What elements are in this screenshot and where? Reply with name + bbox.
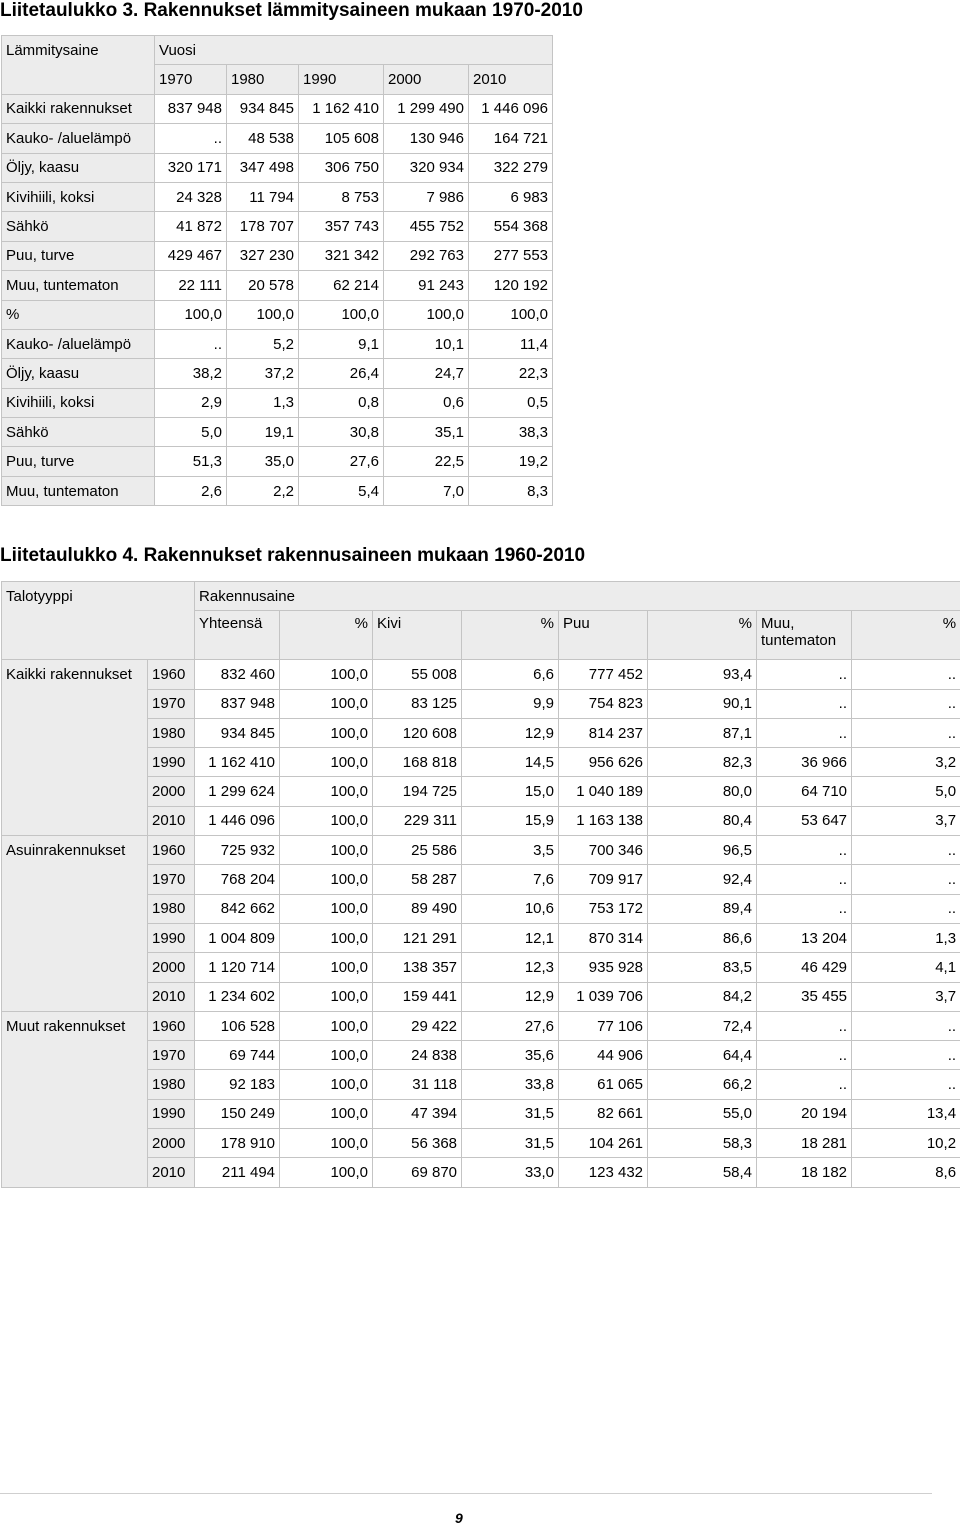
row-label: Sähkö	[2, 418, 155, 447]
year-cell: 2010	[148, 1158, 195, 1187]
value-cell: 100,0	[280, 806, 373, 835]
table-row	[2, 124, 553, 153]
value-cell: 100,0	[280, 836, 373, 865]
value-cell: 18 281	[757, 1129, 852, 1158]
value-cell: ..	[757, 865, 852, 894]
value-cell: 150 249	[195, 1099, 280, 1128]
year-header: 2000	[384, 65, 469, 94]
value-cell: 38,2	[155, 359, 227, 388]
value-cell: 46 429	[757, 953, 852, 982]
value-cell: 120 192	[469, 271, 553, 300]
value-cell: 837 948	[155, 94, 227, 123]
row-label: Öljy, kaasu	[2, 359, 155, 388]
value-cell: ..	[757, 718, 852, 747]
value-cell: 30,8	[299, 418, 384, 447]
value-cell: 104 261	[559, 1129, 648, 1158]
value-cell: 35,1	[384, 418, 469, 447]
value-cell: 100,0	[280, 923, 373, 952]
value-cell: 26,4	[299, 359, 384, 388]
value-cell: 83,5	[648, 953, 757, 982]
value-cell: 13,4	[852, 1099, 960, 1128]
year-cell: 2000	[148, 777, 195, 806]
value-cell: 159 441	[373, 982, 462, 1011]
value-cell: 12,9	[462, 718, 559, 747]
value-cell: ..	[852, 718, 960, 747]
value-cell: 1 120 714	[195, 953, 280, 982]
value-cell: 455 752	[384, 212, 469, 241]
value-cell: 90,1	[648, 689, 757, 718]
row-label: Öljy, kaasu	[2, 153, 155, 182]
value-cell: 89 490	[373, 894, 462, 923]
value-cell: ..	[852, 1011, 960, 1040]
value-cell: 100,0	[280, 1011, 373, 1040]
value-cell: 6,6	[462, 660, 559, 689]
value-cell: 9,1	[299, 329, 384, 358]
value-cell: 20 194	[757, 1099, 852, 1128]
subheader-percent: %	[280, 611, 373, 660]
year-cell: 1960	[148, 660, 195, 689]
value-cell: 35,6	[462, 1041, 559, 1070]
value-cell: ..	[852, 894, 960, 923]
value-cell: 123 432	[559, 1158, 648, 1187]
subheader-percent: %	[852, 611, 960, 660]
table-row	[2, 94, 553, 123]
value-cell: 11,4	[469, 329, 553, 358]
value-cell: 1,3	[852, 923, 960, 952]
value-cell: 5,2	[227, 329, 299, 358]
year-cell: 1980	[148, 1070, 195, 1099]
value-cell: 25 586	[373, 836, 462, 865]
value-cell: 5,0	[155, 418, 227, 447]
value-cell: 53 647	[757, 806, 852, 835]
value-cell: 48 538	[227, 124, 299, 153]
year-cell: 1980	[148, 894, 195, 923]
value-cell: 320 934	[384, 153, 469, 182]
year-cell: 2010	[148, 982, 195, 1011]
value-cell: 100,0	[280, 982, 373, 1011]
value-cell: 777 452	[559, 660, 648, 689]
table-row	[2, 447, 553, 476]
value-cell: 357 743	[299, 212, 384, 241]
value-cell: 164 721	[469, 124, 553, 153]
footer-divider	[0, 1493, 932, 1494]
table4-title: Liitetaulukko 4. Rakennukset rakennusaineen mukaan 1960-2010	[0, 545, 586, 566]
year-cell: 1970	[148, 1041, 195, 1070]
value-cell: 44 906	[559, 1041, 648, 1070]
value-cell: 5,0	[852, 777, 960, 806]
value-cell: 10,1	[384, 329, 469, 358]
value-cell: 35,0	[227, 447, 299, 476]
table-row	[2, 271, 553, 300]
value-cell: 2,2	[227, 476, 299, 505]
value-cell: 100,0	[280, 1158, 373, 1187]
page-number: 9	[455, 1510, 463, 1526]
value-cell: 58,3	[648, 1129, 757, 1158]
row-label: Muu, tuntematon	[2, 271, 155, 300]
value-cell: 1 040 189	[559, 777, 648, 806]
subheader-percent: %	[648, 611, 757, 660]
value-cell: 22,3	[469, 359, 553, 388]
value-cell: 168 818	[373, 748, 462, 777]
value-cell: 92 183	[195, 1070, 280, 1099]
value-cell: ..	[757, 1011, 852, 1040]
value-cell: 120 608	[373, 718, 462, 747]
value-cell: 178 910	[195, 1129, 280, 1158]
value-cell: 61 065	[559, 1070, 648, 1099]
value-cell: 27,6	[299, 447, 384, 476]
row-label: Kauko- /aluelämpö	[2, 124, 155, 153]
col-header-lammitysaine: Lämmitysaine	[2, 36, 155, 95]
value-cell: 1,3	[227, 388, 299, 417]
value-cell: 194 725	[373, 777, 462, 806]
value-cell: 24 838	[373, 1041, 462, 1070]
value-cell: 35 455	[757, 982, 852, 1011]
table-row	[2, 476, 553, 505]
value-cell: 2,9	[155, 388, 227, 417]
value-cell: 83 125	[373, 689, 462, 718]
group-header-rakennusaine: Rakennusaine	[195, 582, 960, 611]
value-cell: 20 578	[227, 271, 299, 300]
value-cell: 6 983	[469, 182, 553, 211]
value-cell: 9,9	[462, 689, 559, 718]
value-cell: 96,5	[648, 836, 757, 865]
value-cell: 92,4	[648, 865, 757, 894]
value-cell: 100,0	[280, 660, 373, 689]
value-cell: 100,0	[280, 865, 373, 894]
value-cell: 12,3	[462, 953, 559, 982]
value-cell: 55,0	[648, 1099, 757, 1128]
value-cell: 82,3	[648, 748, 757, 777]
row-label: Puu, turve	[2, 447, 155, 476]
value-cell: 934 845	[227, 94, 299, 123]
value-cell: 7 986	[384, 182, 469, 211]
group-label: Muut rakennukset	[2, 1011, 148, 1187]
value-cell: 100,0	[280, 1041, 373, 1070]
row-label: Kaikki rakennukset	[2, 94, 155, 123]
value-cell: 956 626	[559, 748, 648, 777]
value-cell: 292 763	[384, 241, 469, 270]
value-cell: 64 710	[757, 777, 852, 806]
table-row	[2, 1011, 960, 1040]
value-cell: 29 422	[373, 1011, 462, 1040]
value-cell: 31 118	[373, 1070, 462, 1099]
value-cell: 429 467	[155, 241, 227, 270]
row-label: Sähkö	[2, 212, 155, 241]
value-cell: 100,0	[155, 300, 227, 329]
value-cell: 3,2	[852, 748, 960, 777]
value-cell: 138 357	[373, 953, 462, 982]
row-label: Kivihiili, koksi	[2, 182, 155, 211]
year-cell: 1990	[148, 923, 195, 952]
subheader-material: Yhteensä	[195, 611, 280, 660]
value-cell: 47 394	[373, 1099, 462, 1128]
table4	[1, 581, 960, 1188]
value-cell: 82 661	[559, 1099, 648, 1128]
year-cell: 1980	[148, 718, 195, 747]
value-cell: 130 946	[384, 124, 469, 153]
row-label: Kivihiili, koksi	[2, 388, 155, 417]
value-cell: 1 162 410	[195, 748, 280, 777]
value-cell: 10,6	[462, 894, 559, 923]
value-cell: 211 494	[195, 1158, 280, 1187]
row-label: %	[2, 300, 155, 329]
value-cell: ..	[852, 836, 960, 865]
year-cell: 2000	[148, 1129, 195, 1158]
value-cell: 100,0	[280, 748, 373, 777]
value-cell: 38,3	[469, 418, 553, 447]
value-cell: 1 446 096	[469, 94, 553, 123]
value-cell: 100,0	[280, 689, 373, 718]
value-cell: 100,0	[280, 1099, 373, 1128]
value-cell: 306 750	[299, 153, 384, 182]
year-cell: 1990	[148, 748, 195, 777]
table-row	[2, 359, 553, 388]
value-cell: 89,4	[648, 894, 757, 923]
value-cell: 86,6	[648, 923, 757, 952]
subheader-percent: %	[462, 611, 559, 660]
value-cell: 105 608	[299, 124, 384, 153]
col-header-talotyyppi: Talotyyppi	[2, 582, 195, 660]
value-cell: 8,6	[852, 1158, 960, 1187]
value-cell: 33,0	[462, 1158, 559, 1187]
value-cell: 58 287	[373, 865, 462, 894]
value-cell: 1 162 410	[299, 94, 384, 123]
value-cell: 2,6	[155, 476, 227, 505]
subheader-material: Muu, tuntematon	[757, 611, 852, 660]
value-cell: 14,5	[462, 748, 559, 777]
value-cell: 22,5	[384, 447, 469, 476]
value-cell: 106 528	[195, 1011, 280, 1040]
value-cell: 100,0	[280, 1070, 373, 1099]
value-cell: 121 291	[373, 923, 462, 952]
value-cell: 725 932	[195, 836, 280, 865]
value-cell: 100,0	[469, 300, 553, 329]
value-cell: ..	[852, 865, 960, 894]
value-cell: 66,2	[648, 1070, 757, 1099]
value-cell: 321 342	[299, 241, 384, 270]
value-cell: 41 872	[155, 212, 227, 241]
value-cell: 69 744	[195, 1041, 280, 1070]
value-cell: ..	[757, 1041, 852, 1070]
table3	[1, 35, 553, 506]
table-row	[2, 388, 553, 417]
year-cell: 2010	[148, 806, 195, 835]
value-cell: 87,1	[648, 718, 757, 747]
value-cell: 0,5	[469, 388, 553, 417]
group-label: Asuinrakennukset	[2, 836, 148, 1012]
table-row	[2, 329, 553, 358]
value-cell: 27,6	[462, 1011, 559, 1040]
value-cell: 100,0	[227, 300, 299, 329]
value-cell: ..	[757, 894, 852, 923]
value-cell: ..	[852, 689, 960, 718]
value-cell: 1 299 490	[384, 94, 469, 123]
row-label: Kauko- /aluelämpö	[2, 329, 155, 358]
year-header: 1970	[155, 65, 227, 94]
value-cell: 178 707	[227, 212, 299, 241]
table-row	[2, 153, 553, 182]
value-cell: 1 446 096	[195, 806, 280, 835]
value-cell: 320 171	[155, 153, 227, 182]
value-cell: 0,8	[299, 388, 384, 417]
value-cell: 84,2	[648, 982, 757, 1011]
value-cell: 100,0	[280, 777, 373, 806]
value-cell: 229 311	[373, 806, 462, 835]
subheader-material: Kivi	[373, 611, 462, 660]
value-cell: 327 230	[227, 241, 299, 270]
value-cell: 19,1	[227, 418, 299, 447]
value-cell: 0,6	[384, 388, 469, 417]
value-cell: 100,0	[280, 1129, 373, 1158]
value-cell: 100,0	[280, 953, 373, 982]
table-row	[2, 241, 553, 270]
value-cell: ..	[852, 1070, 960, 1099]
value-cell: 347 498	[227, 153, 299, 182]
year-header: 1990	[299, 65, 384, 94]
year-cell: 2000	[148, 953, 195, 982]
value-cell: ..	[155, 124, 227, 153]
value-cell: 277 553	[469, 241, 553, 270]
year-header: 1980	[227, 65, 299, 94]
value-cell: 1 299 624	[195, 777, 280, 806]
value-cell: 24,7	[384, 359, 469, 388]
value-cell: 80,4	[648, 806, 757, 835]
value-cell: 18 182	[757, 1158, 852, 1187]
year-cell: 1960	[148, 1011, 195, 1040]
value-cell: 7,6	[462, 865, 559, 894]
value-cell: 832 460	[195, 660, 280, 689]
table-row	[2, 300, 553, 329]
value-cell: 37,2	[227, 359, 299, 388]
group-header-vuosi: Vuosi	[155, 36, 553, 65]
value-cell: ..	[852, 1041, 960, 1070]
table-row	[2, 836, 960, 865]
year-cell: 1960	[148, 836, 195, 865]
value-cell: 93,4	[648, 660, 757, 689]
row-label: Puu, turve	[2, 241, 155, 270]
value-cell: 3,7	[852, 806, 960, 835]
value-cell: 100,0	[384, 300, 469, 329]
value-cell: 3,7	[852, 982, 960, 1011]
value-cell: 80,0	[648, 777, 757, 806]
value-cell: 24 328	[155, 182, 227, 211]
table-row	[2, 212, 553, 241]
value-cell: 7,0	[384, 476, 469, 505]
value-cell: 10,2	[852, 1129, 960, 1158]
value-cell: 3,5	[462, 836, 559, 865]
value-cell: 12,1	[462, 923, 559, 952]
value-cell: 1 039 706	[559, 982, 648, 1011]
value-cell: ..	[757, 836, 852, 865]
value-cell: 13 204	[757, 923, 852, 952]
value-cell: 753 172	[559, 894, 648, 923]
year-cell: 1970	[148, 865, 195, 894]
year-cell: 1990	[148, 1099, 195, 1128]
value-cell: 935 928	[559, 953, 648, 982]
value-cell: 12,9	[462, 982, 559, 1011]
table3-header-row	[2, 36, 553, 65]
value-cell: 934 845	[195, 718, 280, 747]
value-cell: 77 106	[559, 1011, 648, 1040]
table-row	[2, 660, 960, 689]
subheader-material: Puu	[559, 611, 648, 660]
value-cell: 4,1	[852, 953, 960, 982]
value-cell: 31,5	[462, 1129, 559, 1158]
value-cell: 19,2	[469, 447, 553, 476]
value-cell: 842 662	[195, 894, 280, 923]
value-cell: 11 794	[227, 182, 299, 211]
value-cell: ..	[757, 660, 852, 689]
value-cell: 5,4	[299, 476, 384, 505]
value-cell: 870 314	[559, 923, 648, 952]
value-cell: ..	[155, 329, 227, 358]
value-cell: 709 917	[559, 865, 648, 894]
value-cell: 754 823	[559, 689, 648, 718]
value-cell: ..	[757, 689, 852, 718]
value-cell: 837 948	[195, 689, 280, 718]
value-cell: 100,0	[280, 894, 373, 923]
value-cell: 1 234 602	[195, 982, 280, 1011]
value-cell: 1 163 138	[559, 806, 648, 835]
value-cell: 814 237	[559, 718, 648, 747]
table4-header-row	[2, 582, 960, 611]
table-row	[2, 418, 553, 447]
value-cell: 322 279	[469, 153, 553, 182]
value-cell: 22 111	[155, 271, 227, 300]
value-cell: 33,8	[462, 1070, 559, 1099]
value-cell: 8 753	[299, 182, 384, 211]
value-cell: ..	[852, 660, 960, 689]
value-cell: 15,9	[462, 806, 559, 835]
value-cell: 8,3	[469, 476, 553, 505]
value-cell: 31,5	[462, 1099, 559, 1128]
value-cell: 100,0	[280, 718, 373, 747]
value-cell: 15,0	[462, 777, 559, 806]
value-cell: 36 966	[757, 748, 852, 777]
value-cell: ..	[757, 1070, 852, 1099]
year-cell: 1970	[148, 689, 195, 718]
group-label: Kaikki rakennukset	[2, 660, 148, 836]
year-header: 2010	[469, 65, 553, 94]
value-cell: 768 204	[195, 865, 280, 894]
row-label: Muu, tuntematon	[2, 476, 155, 505]
value-cell: 56 368	[373, 1129, 462, 1158]
table3-title: Liitetaulukko 3. Rakennukset lämmitysaineen mukaan 1970-2010	[0, 0, 583, 21]
value-cell: 62 214	[299, 271, 384, 300]
value-cell: 700 346	[559, 836, 648, 865]
value-cell: 91 243	[384, 271, 469, 300]
value-cell: 72,4	[648, 1011, 757, 1040]
value-cell: 55 008	[373, 660, 462, 689]
value-cell: 58,4	[648, 1158, 757, 1187]
value-cell: 554 368	[469, 212, 553, 241]
table-row	[2, 182, 553, 211]
value-cell: 69 870	[373, 1158, 462, 1187]
value-cell: 100,0	[299, 300, 384, 329]
value-cell: 1 004 809	[195, 923, 280, 952]
value-cell: 51,3	[155, 447, 227, 476]
value-cell: 64,4	[648, 1041, 757, 1070]
